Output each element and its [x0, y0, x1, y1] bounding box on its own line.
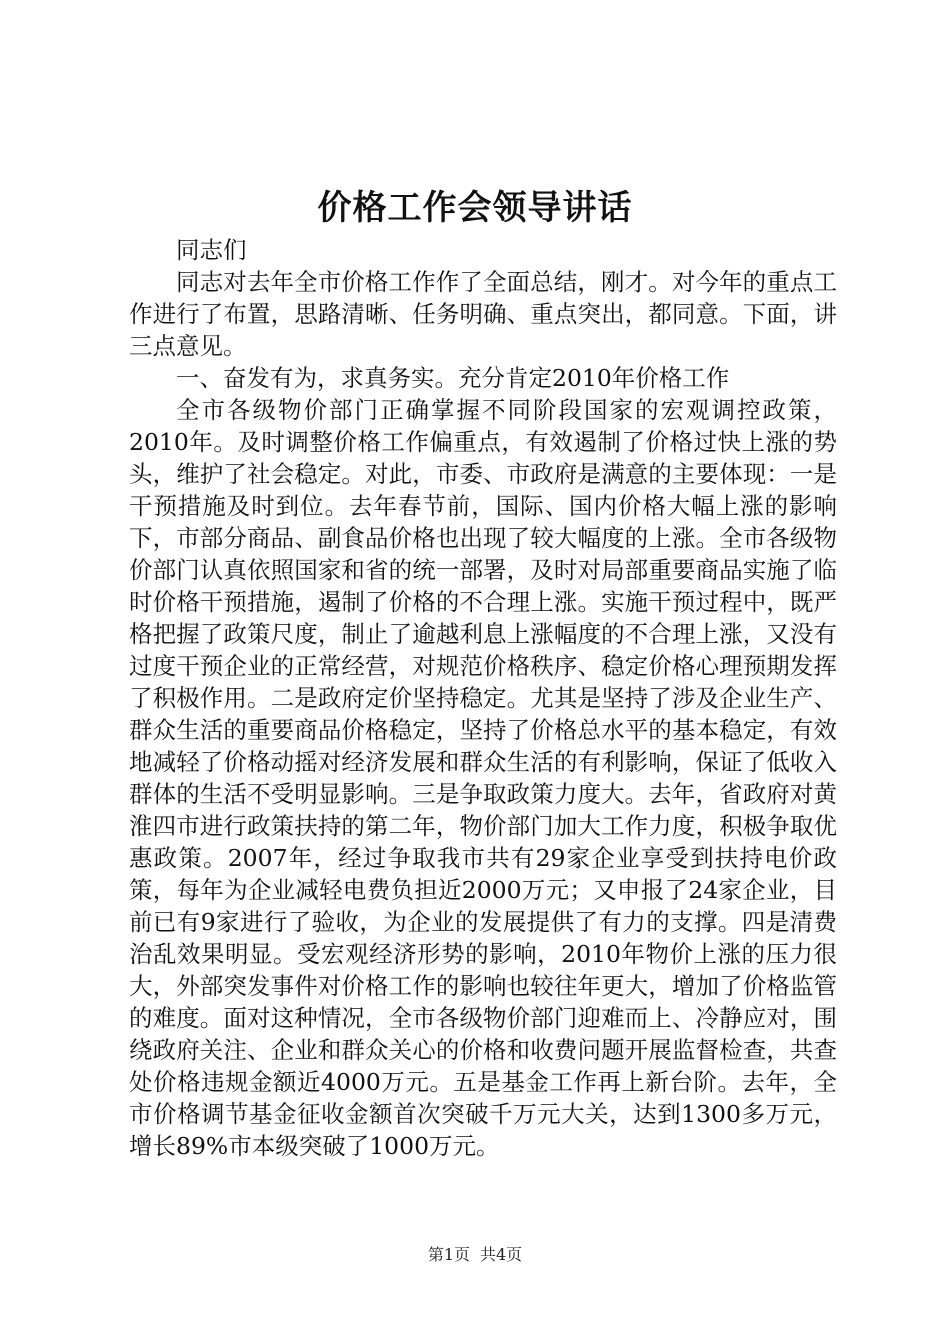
page-footer	[0, 1244, 950, 1266]
page-total: 共4页	[480, 1245, 523, 1264]
document-body	[129, 234, 837, 1162]
document-title: 价格工作会领导讲话	[317, 188, 633, 228]
page-number: 第1页	[427, 1245, 470, 1264]
intro-paragraph: 同志对去年全市价格工作作了全面总结，刚才。对今年的重点工作进行了布置，思路清晰、任务明确、重点突出，都同意。下面，讲三点意见。	[129, 268, 837, 360]
section-heading-paragraph: 一、奋发有为，求真务实。充分肯定2010年价格工作	[176, 364, 730, 392]
salutation-paragraph: 同志们	[176, 236, 247, 264]
main-paragraph: 全市各级物价部门正确掌握不同阶段国家的宏观调控政策，2010年。及时调整价格工作偏重点，有效遏制了价格过快上涨的势头，维护了社会稳定。对此，市委、市政府是满意的主要体现：一是干预措施及时到位。去年春节前，国际、国内价格大幅上涨的影响下，市部分商品、副食品价格也出现了较大幅度的上涨。全市各级物价部门认真依照国家和省的统一部署，及时对局部重要商品实施了临时价格干预措施，遏制了价格的不合理上涨。实施干预过程中，既严格把握了政策尺度，制止了逾越利息上涨幅度的不合理上涨，又没有过度干预企业的正常经营，对规范价格秩序、稳定价格心理预期发挥了积极作用。二是政府定价坚持稳定。尤其是坚持了涉及企业生产、群众生活的重要商品价格稳定，坚持了价格总水平的基本稳定，有效地减轻了价格动摇对经济发展和群众生活的有利影响，保证了低收入群体的生活不受明显影响。三是争取政策力度大。去年，省政府对黄淮四市进行政策扶持的第二年，物价部门加大工作力度，积极争取优惠政策。2007年，经过争取我市共有29家企业享受到扶持电价政策，每年为企业减轻电费负担近2000万元；又申报了24家企业，目前已有9家进行了验收，为企业的发展提供了有力的支撑。四是清费治乱效果明显。受宏观经济形势的影响，2010年物价上涨的压力很大，外部突发事件对价格工作的影响也较往年更大，增加了价格监管的难度。面对这种情况，全市各级物价部门迎难而上、冷静应对，围绕政府关注、企业和群众关心的价格和收费问题开展监督检查，共查处价格违规金额近4000万元。五是基金工作再上新台阶。去年，全市价格调节基金征收金额首次突破千万元大关，达到1300多万元，增长89%市本级突破了1000万元。	[129, 396, 837, 1160]
